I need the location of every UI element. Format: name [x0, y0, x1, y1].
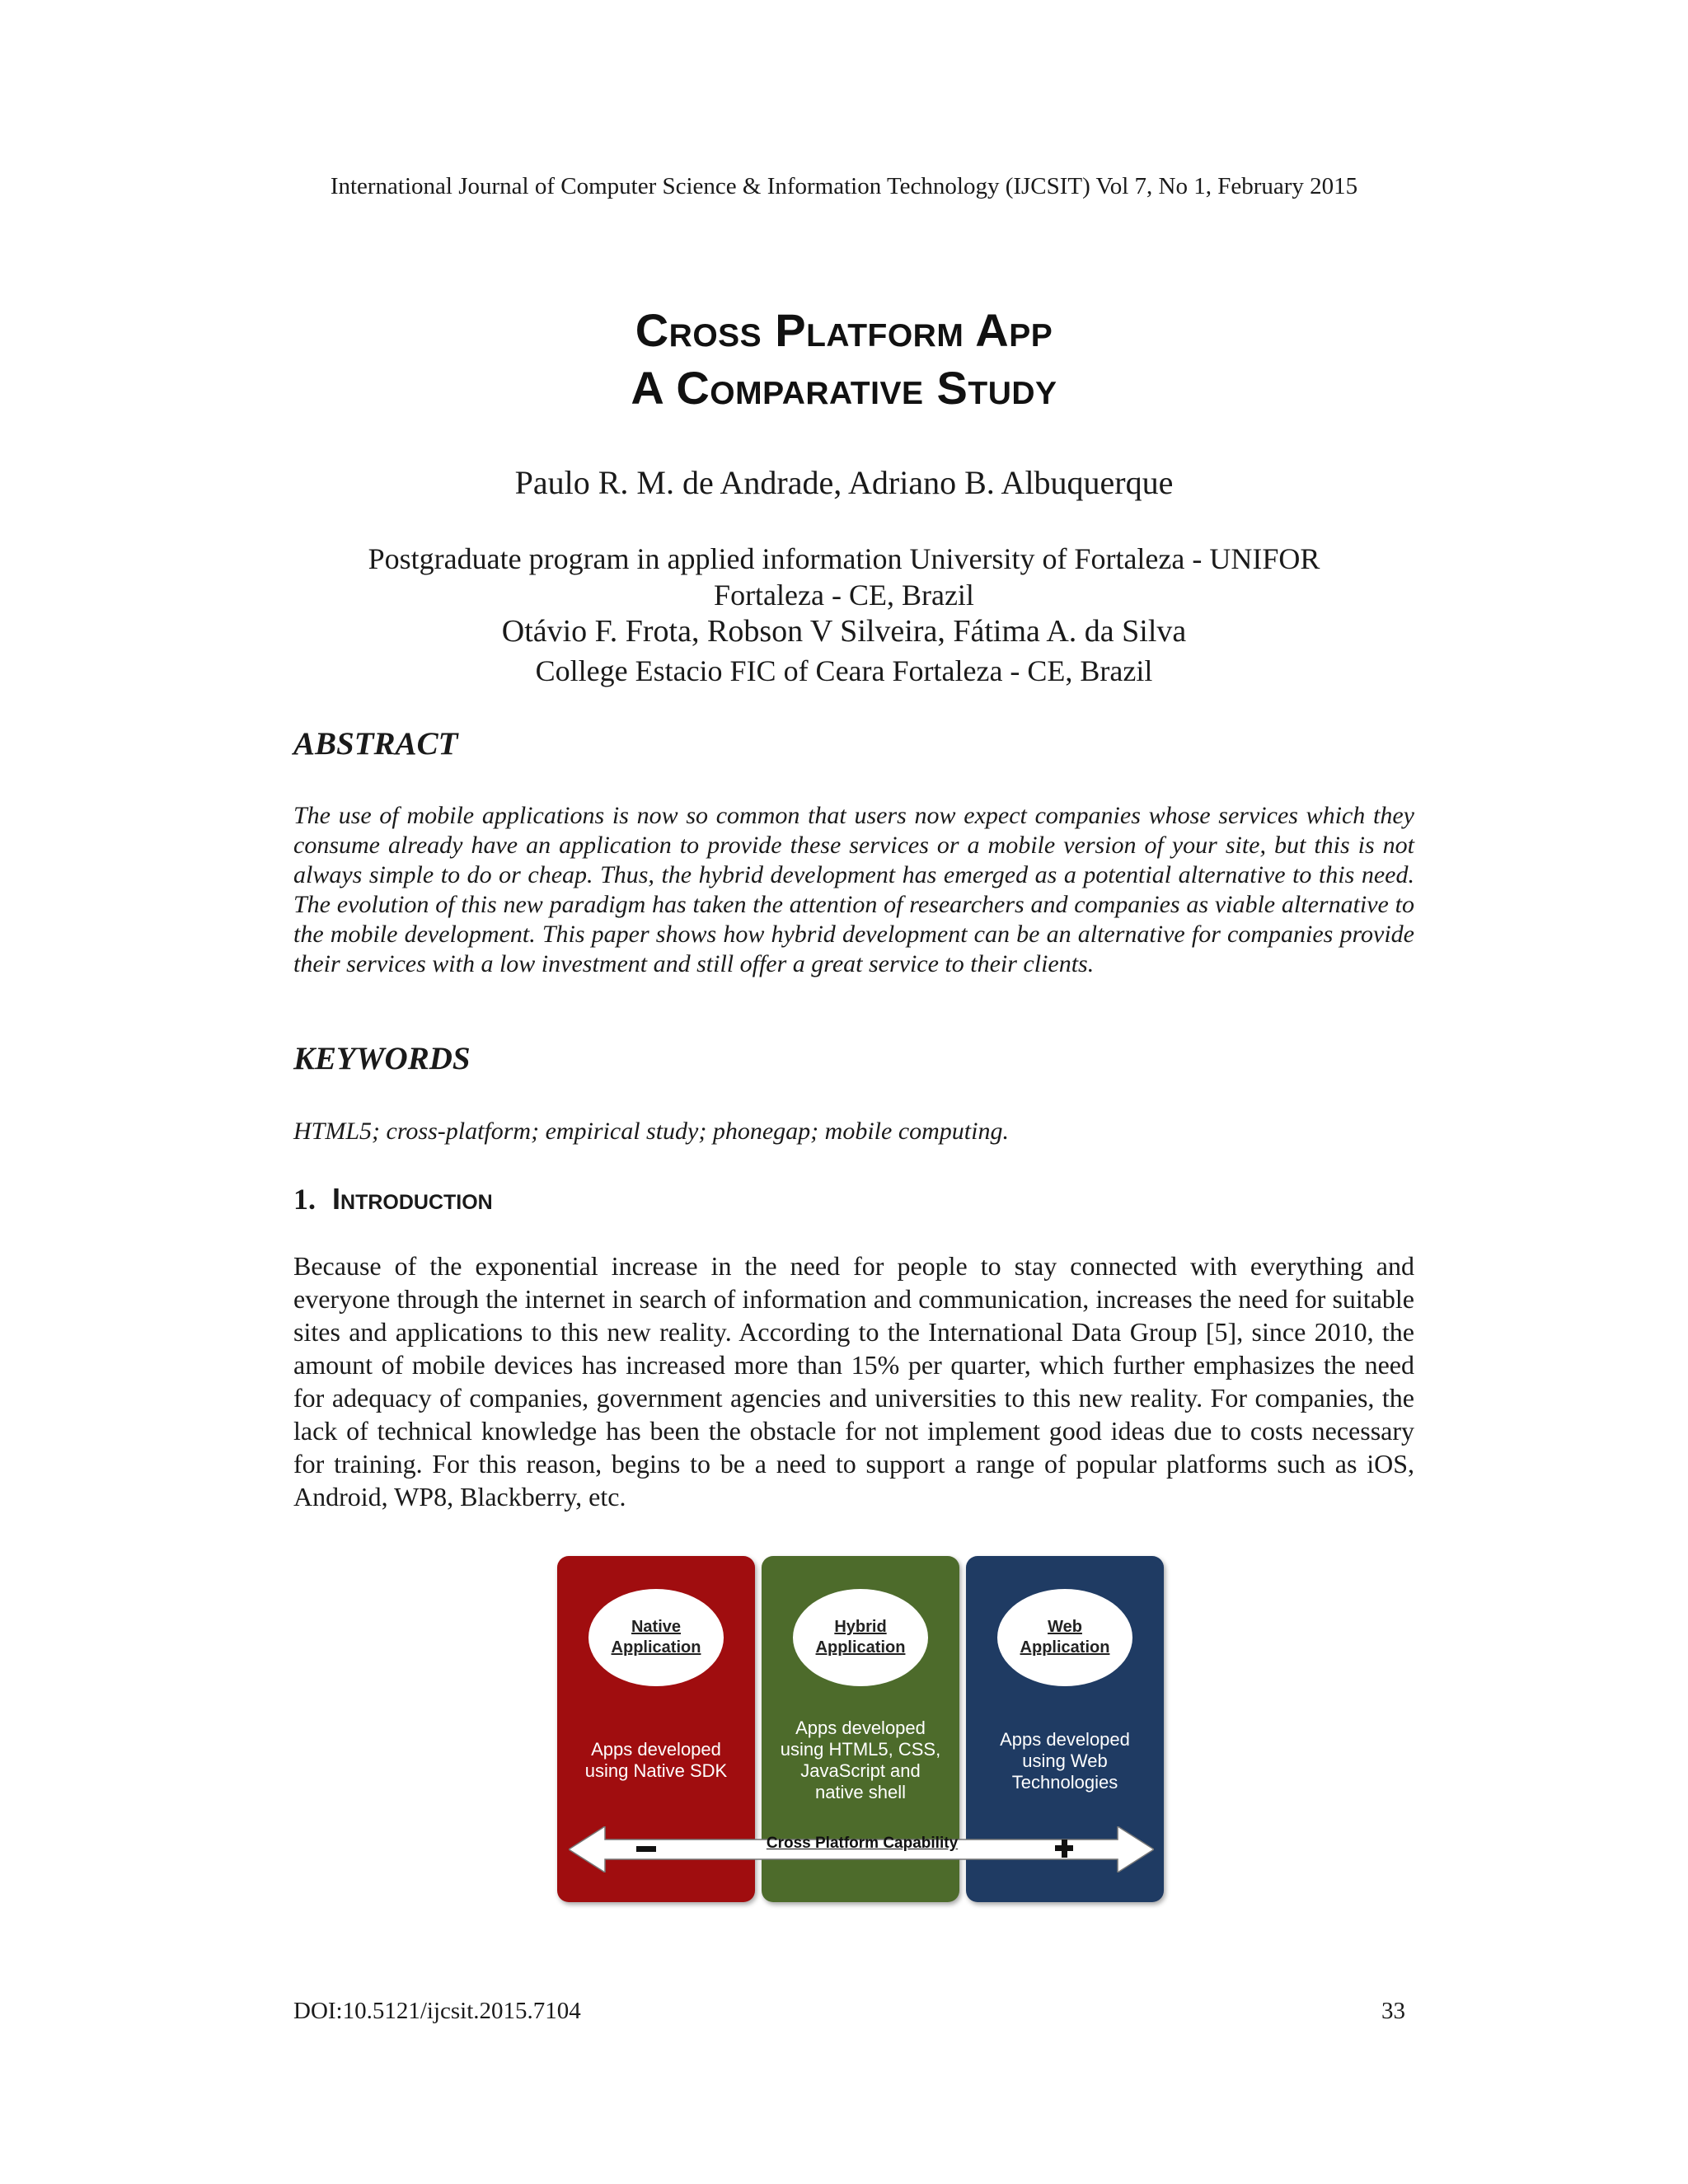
hybrid-desc-line1: Apps developed [795, 1718, 926, 1738]
keywords-heading: KEYWORDS [293, 1041, 471, 1076]
web-description [974, 1729, 1156, 1793]
section-title: Introduction [332, 1182, 493, 1216]
hybrid-desc-line4: native shell [814, 1782, 907, 1802]
doi: DOI:10.5121/ijcsit.2015.7104 [293, 1998, 581, 2024]
app-types-figure [557, 1556, 1165, 1902]
web-desc-line3: Technologies [1011, 1772, 1118, 1793]
web-title-line1: Web [1048, 1618, 1082, 1636]
native-description [565, 1739, 747, 1782]
hybrid-title-line2: Application [815, 1638, 906, 1657]
abstract-heading: ABSTRACT [293, 726, 458, 762]
native-title-bubble [588, 1589, 724, 1686]
hybrid-desc-line2: using HTML5, CSS, [780, 1739, 941, 1760]
plus-icon-vertical [1062, 1840, 1067, 1858]
native-desc-line1: Apps developed [591, 1739, 721, 1760]
affiliation-secondary: College Estacio FIC of Ceara Fortaleza - CE, Brazil [535, 654, 1153, 687]
web-title-bubble [997, 1589, 1132, 1686]
cross-platform-capability-label: Cross Platform Capability [766, 1835, 959, 1852]
minus-icon [636, 1846, 656, 1852]
native-title-line2: Application [611, 1638, 701, 1657]
introduction-text: Because of the exponential increase in the need for people to stay connected with everything and everyone through the internet in search of information and communication, increases the need for suitable sites and applications to this new reality. According to the International Data Group [5], since 2010, the amount of mobile devices has increased more than 15% per quarter, which further emphasizes the need for adequacy of companies, government agencies and universities to this new reality. For companies, the lack of technical knowledge has been the obstacle for not implement good ideas due to costs necessary for training. For this reason, begins to be a need to support a range of popular platforms such as iOS, Android, WP8, Blackberry, etc. [293, 1251, 1414, 1511]
hybrid-title-line1: Hybrid [834, 1618, 887, 1636]
title-line-2: A Comparative Study [631, 362, 1057, 414]
web-desc-line1: Apps developed [1000, 1729, 1130, 1750]
section-number: 1. [293, 1183, 316, 1216]
journal-header: International Journal of Computer Science & Information Technology (IJCSIT) Vol 7, No 1, February 2015 [330, 173, 1358, 199]
web-title-line2: Application [1020, 1638, 1110, 1657]
hybrid-description [770, 1718, 951, 1803]
authors-secondary: Otávio F. Frota, Robson V Silveira, Fátima A. da Silva [501, 614, 1187, 649]
native-title-line1: Native [631, 1618, 682, 1636]
web-desc-line2: using Web [1022, 1750, 1108, 1771]
keywords-text: HTML5; cross-platform; empirical study; phonegap; mobile computing. [293, 1118, 1009, 1145]
affiliation-primary-line2: Fortaleza - CE, Brazil [714, 579, 974, 612]
introduction-heading [293, 1182, 493, 1216]
affiliation-primary-line1: Postgraduate program in applied information University of Fortaleza - UNIFOR [368, 542, 1320, 575]
page-number: 33 [1381, 1998, 1405, 2024]
hybrid-desc-line3: JavaScript and [800, 1760, 921, 1781]
hybrid-title-bubble [793, 1589, 928, 1686]
paper-title [0, 302, 1688, 417]
authors-primary: Paulo R. M. de Andrade, Adriano B. Albuquerque [514, 464, 1174, 501]
abstract-text: The use of mobile applications is now so common that users now expect companies whose services which they consume already have an application to provide these services or a mobile version of your site, but this is not always simple to do or cheap. Thus, the hybrid development has emerged as a potential alternative to this need. The evolution of this new paradigm has taken the attention of researchers and companies as viable alternative to the mobile development. This paper shows how hybrid development can be an alternative for companies provide their services with a low investment and still offer a great service to their clients. [293, 802, 1414, 977]
native-desc-line2: using Native SDK [584, 1760, 728, 1781]
title-line-1: Cross Platform App [635, 304, 1053, 356]
